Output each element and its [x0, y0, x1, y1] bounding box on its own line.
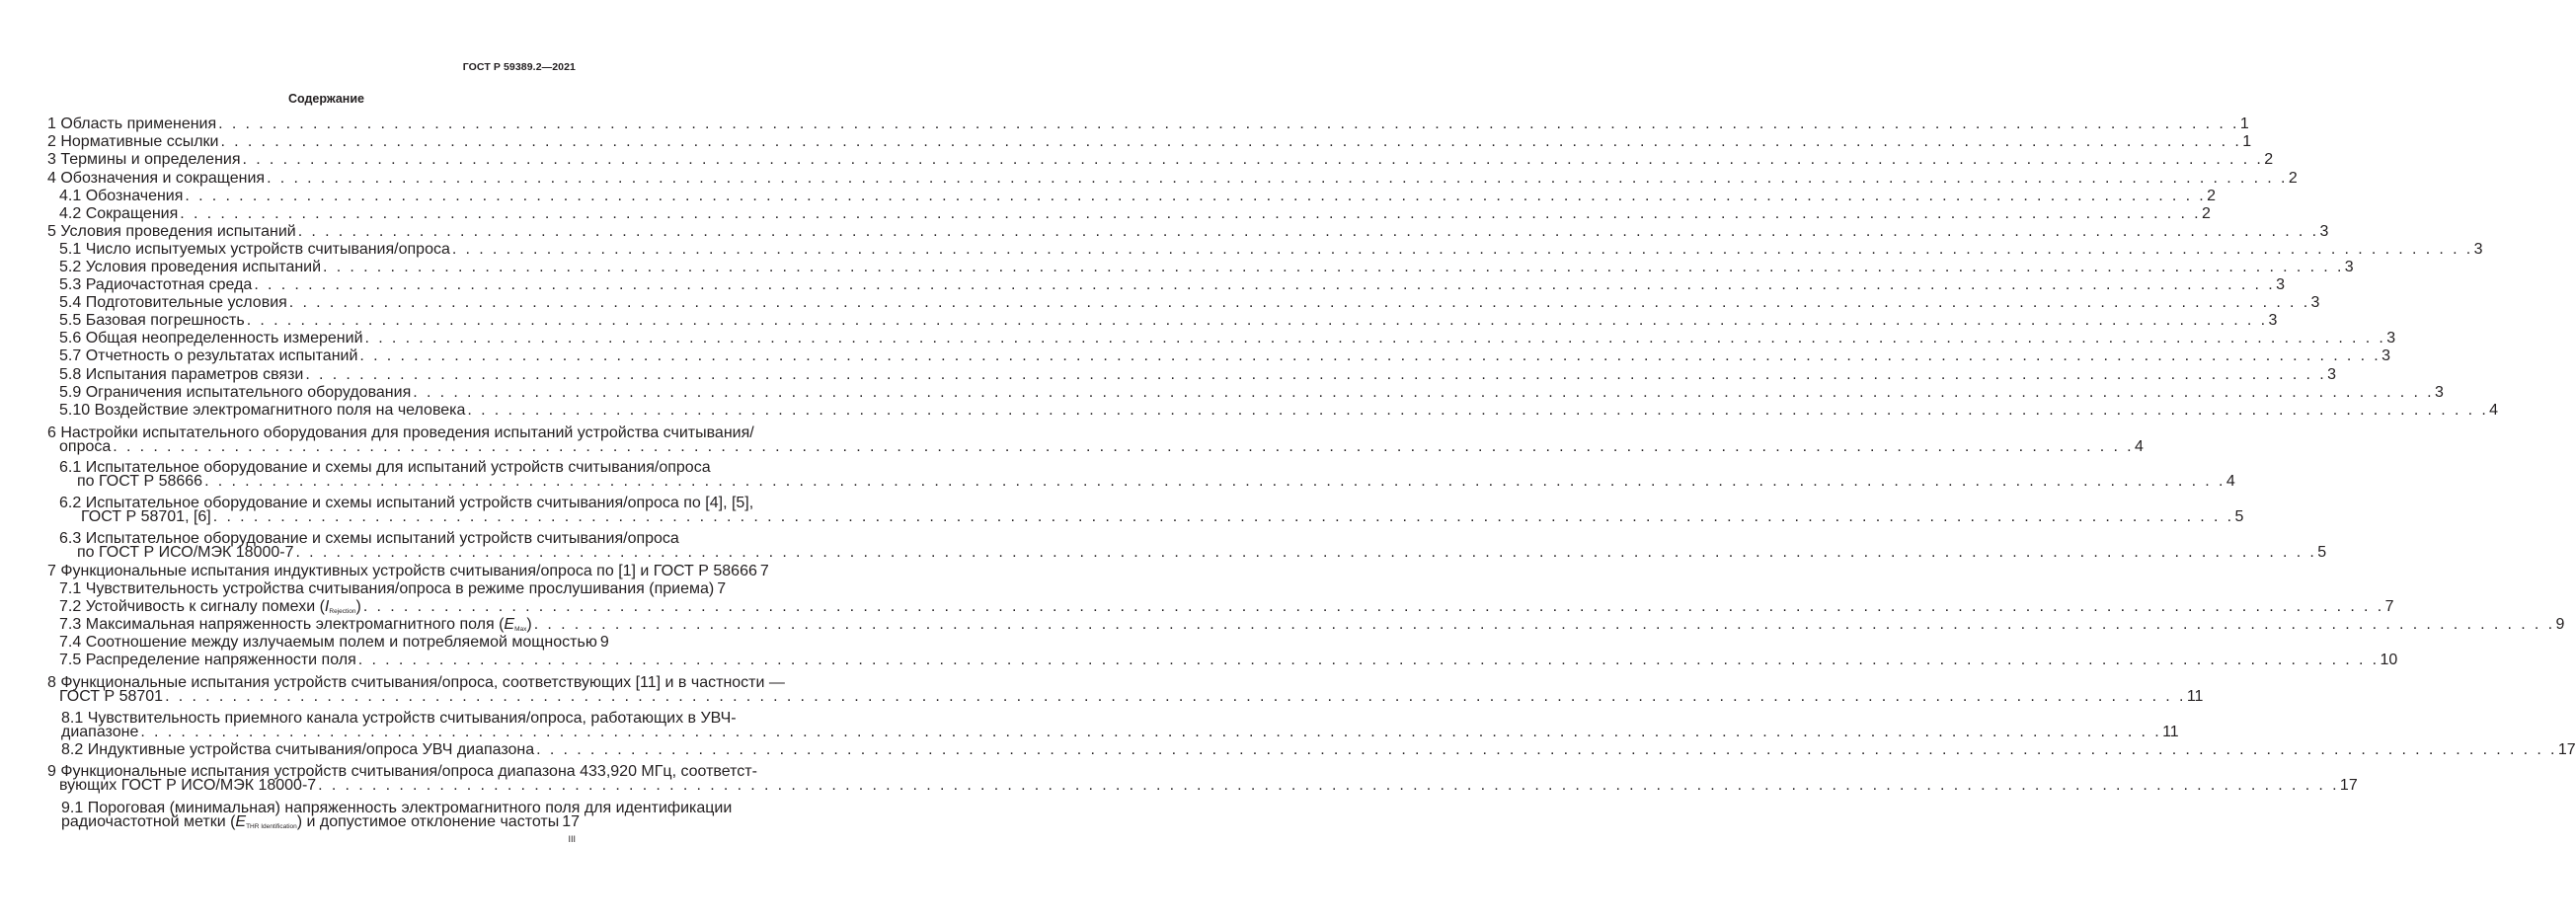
toc-entry[interactable]: 4.2 Сокращения . . . 2	[59, 209, 576, 223]
toc-entry[interactable]: 5.10 Воздействие электромагнитного поля на человека . . . 4	[59, 406, 576, 420]
toc-entry[interactable]: 5.6 Общая неопределенность измерений . . . 3	[59, 334, 576, 347]
toc-entry[interactable]: вующих ГОСТ Р ИСО/МЭК 18000-7 . . . 17	[59, 781, 576, 795]
toc-entry[interactable]: по ГОСТ Р 58666 . . . 4	[77, 477, 576, 491]
toc-entry[interactable]: 4.1 Обозначения . . . 2	[59, 192, 576, 205]
toc-entry[interactable]: диапазоне . . . 11	[61, 728, 576, 741]
toc-entry[interactable]: 5.1 Число испытуемых устройств считывания/опроса . . . 3	[59, 245, 576, 259]
toc-entry[interactable]: 5.4 Подготовительные условия . . . 3	[59, 298, 576, 312]
toc-entry[interactable]: 7.4 Соотношение между излучаемым полем и потребляемой мощностью 9	[59, 634, 609, 651]
toc-entry[interactable]: 7 Функциональные испытания индуктивных устройств считывания/опроса по [1] и ГОСТ Р 58666 7	[47, 563, 769, 579]
toc-entry[interactable]: 8.2 Индуктивные устройства считывания/опроса УВЧ диапазона . . . 17	[61, 745, 576, 759]
toc-entry-line[interactable]: 9.1 Пороговая (минимальная) напряженность электромагнитного поля для идентификации	[61, 800, 733, 816]
toc-entry[interactable]: 7.3 Максимальная напряженность электромагнитного поля $(E_{Max})$ . . . 9	[59, 620, 576, 634]
toc-entry-line[interactable]: 6.1 Испытательное оборудование и схемы для испытаний устройств считывания/опроса	[59, 459, 711, 476]
toc-entry[interactable]: 7.2 Устойчивость к сигналу помехи $(I_{Rejection})$ . . . 7	[59, 602, 576, 616]
toc-entry[interactable]: 7.1 Чувствительность устройства считывания/опроса в режиме прослушивания (приема) 7	[59, 580, 727, 597]
toc-entry[interactable]: 3 Термины и определения . . . 2	[47, 155, 576, 169]
toc-entry[interactable]: 7.5 Распределение напряженности поля . . . 10	[59, 655, 576, 669]
toc-entry-line[interactable]: 9 Функциональные испытания устройств считывания/опроса диапазона 433,920 МГц, соответст-	[47, 763, 757, 780]
toc-entry[interactable]: 1 Область применения . . . 1	[47, 119, 576, 133]
document-code: ГОСТ Р 59389.2—2021	[462, 61, 576, 73]
toc-entry[interactable]: ГОСТ Р 58701, [6] . . . 5	[81, 512, 576, 526]
toc-entry[interactable]: 5.7 Отчетность о результатах испытаний . . . 3	[59, 351, 576, 365]
toc-entry[interactable]: по ГОСТ Р ИСО/МЭК 18000-7 . . . 5	[77, 548, 576, 562]
toc-entry[interactable]: 2 Нормативные ссылки . . . 1	[47, 137, 576, 151]
toc-entry-line[interactable]: 8.1 Чувствительность приемного канала устройств считывания/опроса, работающих в УВЧ-	[61, 710, 737, 727]
toc-entry[interactable]: радиочастотной метки $(E_{THR Identification})$ и допустимое отклонение частоты 17	[61, 813, 581, 830]
page-number: III	[568, 834, 576, 844]
toc-title: Содержание	[287, 92, 364, 106]
toc-entry-line[interactable]: 6.2 Испытательное оборудование и схемы испытаний устройств считывания/опроса по [4], [5],	[59, 495, 754, 511]
toc-entry[interactable]: 5.2 Условия проведения испытаний . . . 3	[59, 263, 576, 276]
toc-entry[interactable]: 5 Условия проведения испытаний . . . 3	[47, 227, 576, 241]
toc-entry-line[interactable]: 6 Настройки испытательного оборудования для проведения испытаний устройства считывания/	[47, 424, 754, 441]
toc-entry[interactable]: 5.5 Базовая погрешность . . . 3	[59, 316, 576, 330]
toc-entry-line[interactable]: 6.3 Испытательное оборудование и схемы испытаний устройств считывания/опроса	[59, 530, 679, 547]
toc-entry[interactable]: опроса . . . 4	[59, 442, 576, 456]
toc-entry[interactable]: 4 Обозначения и сокращения . . . 2	[47, 174, 576, 188]
toc-entry[interactable]: 5.9 Ограничения испытательного оборудования . . . 3	[59, 388, 576, 402]
toc-entry-line[interactable]: 8 Функциональные испытания устройств считывания/опроса, соответствующих [11] и в частности —	[47, 674, 785, 691]
toc-entry[interactable]: 5.8 Испытания параметров связи . . . 3	[59, 370, 576, 384]
toc-entry[interactable]: 5.3 Радиочастотная среда . . . 3	[59, 280, 576, 294]
toc-entry[interactable]: ГОСТ Р 58701 . . . 11	[59, 692, 576, 706]
